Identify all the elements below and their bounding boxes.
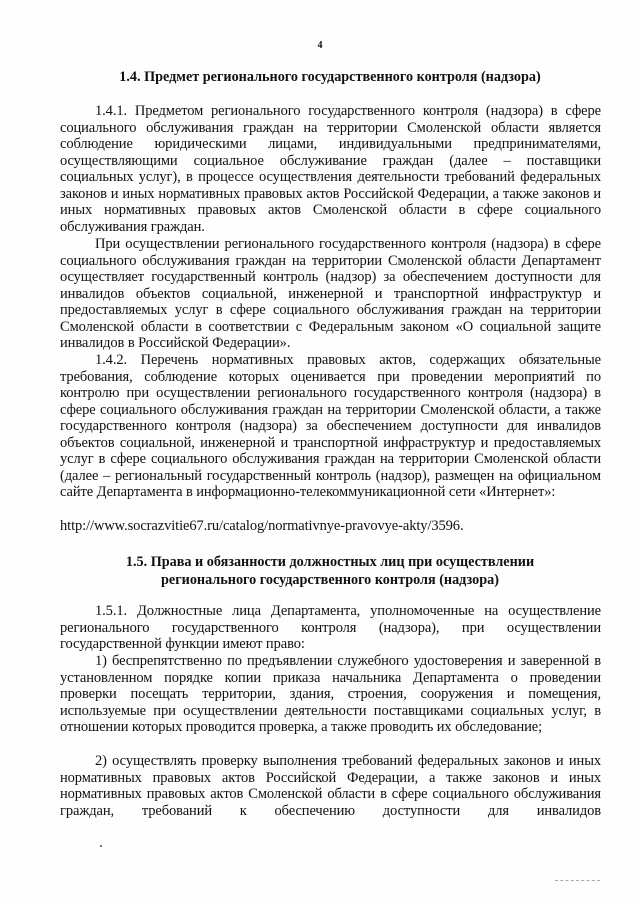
list-item-1: 1) беспрепятственно по предъявлении служебного удостоверения и заверенной в установленном порядке копии приказа начальника Департамента о проведении проверки посещать территории, здания, строения, сооружения и помещения, используемые при осуществлении деятельности поставщиками социальных услуг, в отношении которых проводится проверка, а также проводить их обследование; (60, 653, 601, 736)
paragraph-1-4-2: 1.4.2. Перечень нормативных правовых актов, содержащих обязательные требования, соблюдение которых оценивается при проведении мероприятий по контролю при осуществлении регионального государственного контроля (надзора) в сфере социального обслуживания граждан на территории Смоленской области, а также государственного контроля (надзора) за обеспечением доступности для инвалидов объектов социальной, инженерной и транспортной инфраструктур и предоставляемых услуг в сфере социального обслуживания граждан на территории Смоленской области (далее – региональный государственный контроль (надзор), размещен на официальном сайте Департамента в информационно-телекоммуникационной сети «Интернет»: (60, 352, 601, 501)
section-1-4-heading: 1.4. Предмет регионального государственного контроля (надзора) (119, 69, 541, 85)
section-1-5-heading-line1: 1.5. Права и обязанности должностных лиц при осуществлении (125, 554, 535, 570)
section-1-5-heading (60, 553, 600, 589)
regulations-url: http://www.socrazvitie67.ru/catalog/normativnye-pravovye-akty/3596. (60, 518, 464, 534)
page-number: 4 (317, 40, 323, 51)
paragraph-1-4-1-cont: При осуществлении регионального государственного контроля (надзора) в сфере социального обслуживания граждан на территории Смоленской области Департамент осуществляет государственный контроль (надзор) за обеспечением доступности для инвалидов объектов социальной, инженерной и транспортной инфраструктур и предоставляемых услуг в сфере социального обслуживания граждан на территории Смоленской области в соответствии с Федеральным законом «О социальной защите инвалидов в Российской Федерации». (60, 236, 601, 352)
paragraph-1-4-1: 1.4.1. Предметом регионального государственного контроля (надзора) в сфере социального обслуживания граждан на территории Смоленской области является соблюдение юридическими лицами, индивидуальными предпринимателями, осуществляющими социальное обслуживание граждан (далее – поставщики социальных услуг), в процессе осуществления деятельности требований федеральных законов и иных нормативных правовых актов Российской Федерации, а также законов и иных нормативных правовых актов Смоленской области в сфере социального обслуживания граждан. (60, 103, 601, 235)
scan-mark (100, 845, 102, 847)
section-1-5-heading-line2: регионального государственного контроля (надзора) (161, 572, 499, 588)
footer-line (555, 880, 600, 881)
paragraph-1-5-1: 1.5.1. Должностные лица Департамента, уполномоченные на осуществление регионального государственного контроля (надзора), при осуществлении государственной функции имеют право: (60, 603, 601, 653)
list-item-2: 2) осуществлять проверку выполнения требований федеральных законов и иных нормативных правовых актов Российской Федерации, а также законов и иных нормативных правовых актов Смоленской области в сфере социального обслуживания граждан, требований к обеспечению доступности для инвалидов (60, 753, 601, 819)
